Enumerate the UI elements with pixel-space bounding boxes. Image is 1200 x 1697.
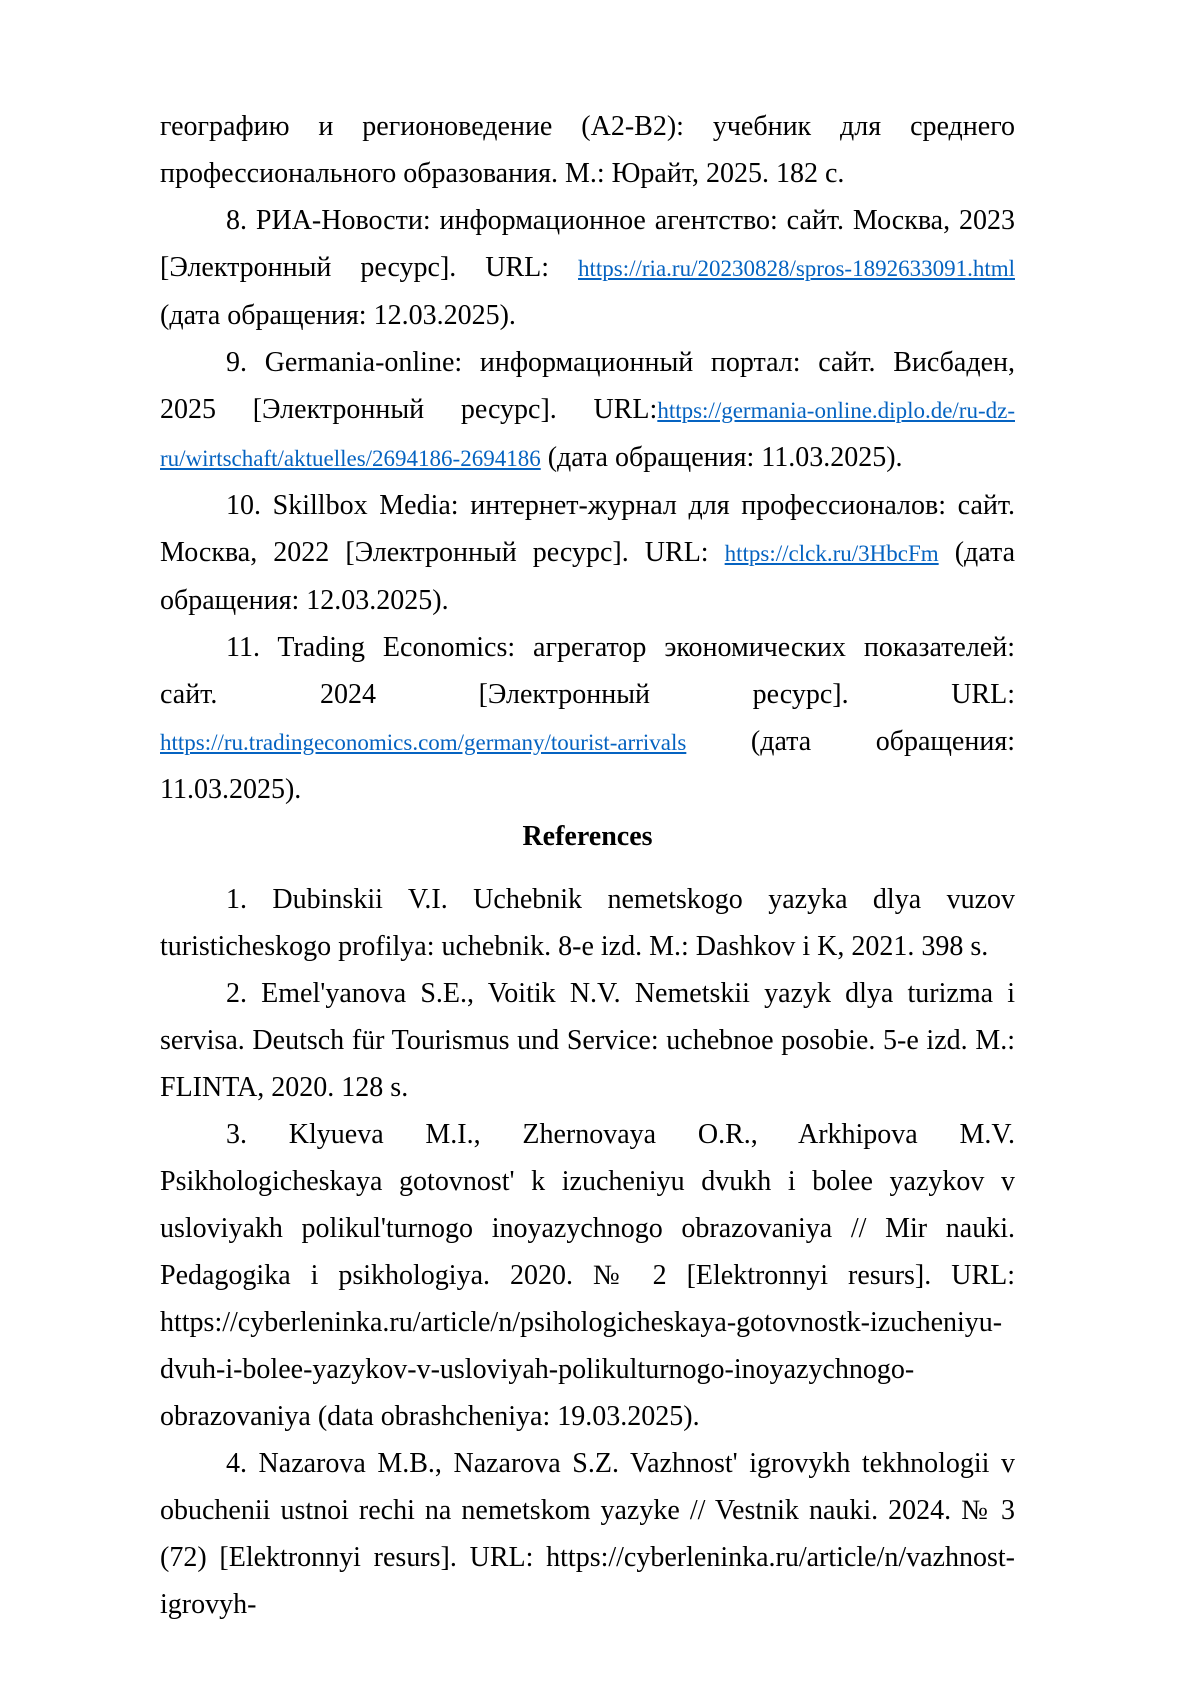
reference-item-1: 1. Dubinskii V.I. Uchebnik nemetskogo yazyka dlya vuzov turisticheskogo profilya: uchebnik. 8-e izd. M.: Dashkov i K, 2021. 398 s.	[160, 884, 1015, 962]
text-run: (дата обращения: 11.03.2025).	[160, 726, 1015, 805]
bibliography-item-10	[160, 482, 1015, 624]
hyperlink-skillbox[interactable]: https://clck.ru/3HbcFm	[724, 541, 939, 566]
reference-item-4: 4. Nazarova M.B., Nazarova S.Z. Vazhnost' igrovykh tekhnologii v obuchenii ustnoi rechi na nemetskom yazyke // Vestnik nauki. 2024. № 3 (72) [Elektronnyi resurs]. URL: https://cyberleninka.ru/article/n/vazhnost-igrovyh-	[160, 1448, 1015, 1620]
reference-item-2: 2. Emel'yanova S.E., Voitik N.V. Nemetskii yazyk dlya turizma i servisa. Deutsch für Tourismus und Service: uchebnoe posobie. 5-e izd. M.: FLINTA, 2020. 128 s.	[160, 978, 1015, 1103]
hyperlink-ria[interactable]: https://ria.ru/20230828/spros-1892633091.html	[578, 256, 1015, 281]
text-run: 10. Skillbox Media: интернет-журнал для профессионалов: сайт. Москва, 2022 [Электронный ресурс]. URL:	[160, 490, 1015, 568]
text-run: 9. Germania-online: информационный портал: сайт. Висбаден, 2025 [Электронный ресурс]. URL:	[160, 347, 1015, 425]
reference-item-3: 3. Klyueva M.I., Zhernovaya O.R., Arkhipova M.V. Psikhologicheskaya gotovnost' k izucheniyu dvukh i bolee yazykov v usloviyakh polikul'turnogo inoyazychnogo obrazovaniya // Mir nauki. Pedagogika i psikhologiya. 2020. № 2 [Elektronnyi resurs]. URL: https://cyberleninka.ru/article/n/psihologicheskaya-gotovnostk-izucheniyu-dvuh-i-bolee-yazykov-v-usloviyah-polikulturnogo-inoyazychnogo-obrazovaniya (data obrashcheniya: 19.03.2025).	[160, 1119, 1015, 1432]
paragraph-continuation: географию и регионоведение (А2-В2): учебник для среднего профессионального образования. М.: Юрайт, 2025. 182 с.	[160, 111, 1015, 189]
text-run: (дата обращения: 11.03.2025).	[540, 442, 903, 473]
bibliography-item-9	[160, 339, 1015, 482]
bibliography-item-11	[160, 624, 1015, 813]
text-run: 8. РИА-Новости: информационное агентство: сайт. Москва, 2023 [Электронный ресурс]. URL:	[160, 205, 1015, 283]
text-run: (дата обращения: 12.03.2025).	[160, 537, 1015, 616]
hyperlink-germania-online[interactable]: https://germania-online.diplo.de/ru-dz-ru/wirtschaft/aktuelles/2694186-2694186	[160, 398, 1015, 471]
text-run: (дата обращения: 12.03.2025).	[160, 300, 516, 331]
text-run: 11. Trading Economics: агрегатор экономических показателей: сайт. 2024 [Электронный ресурс]. URL:	[160, 632, 1015, 710]
bibliography-item-8	[160, 197, 1015, 339]
hyperlink-tradingeconomics[interactable]: https://ru.tradingeconomics.com/germany/tourist-arrivals	[160, 730, 687, 755]
references-heading: References	[522, 821, 653, 852]
